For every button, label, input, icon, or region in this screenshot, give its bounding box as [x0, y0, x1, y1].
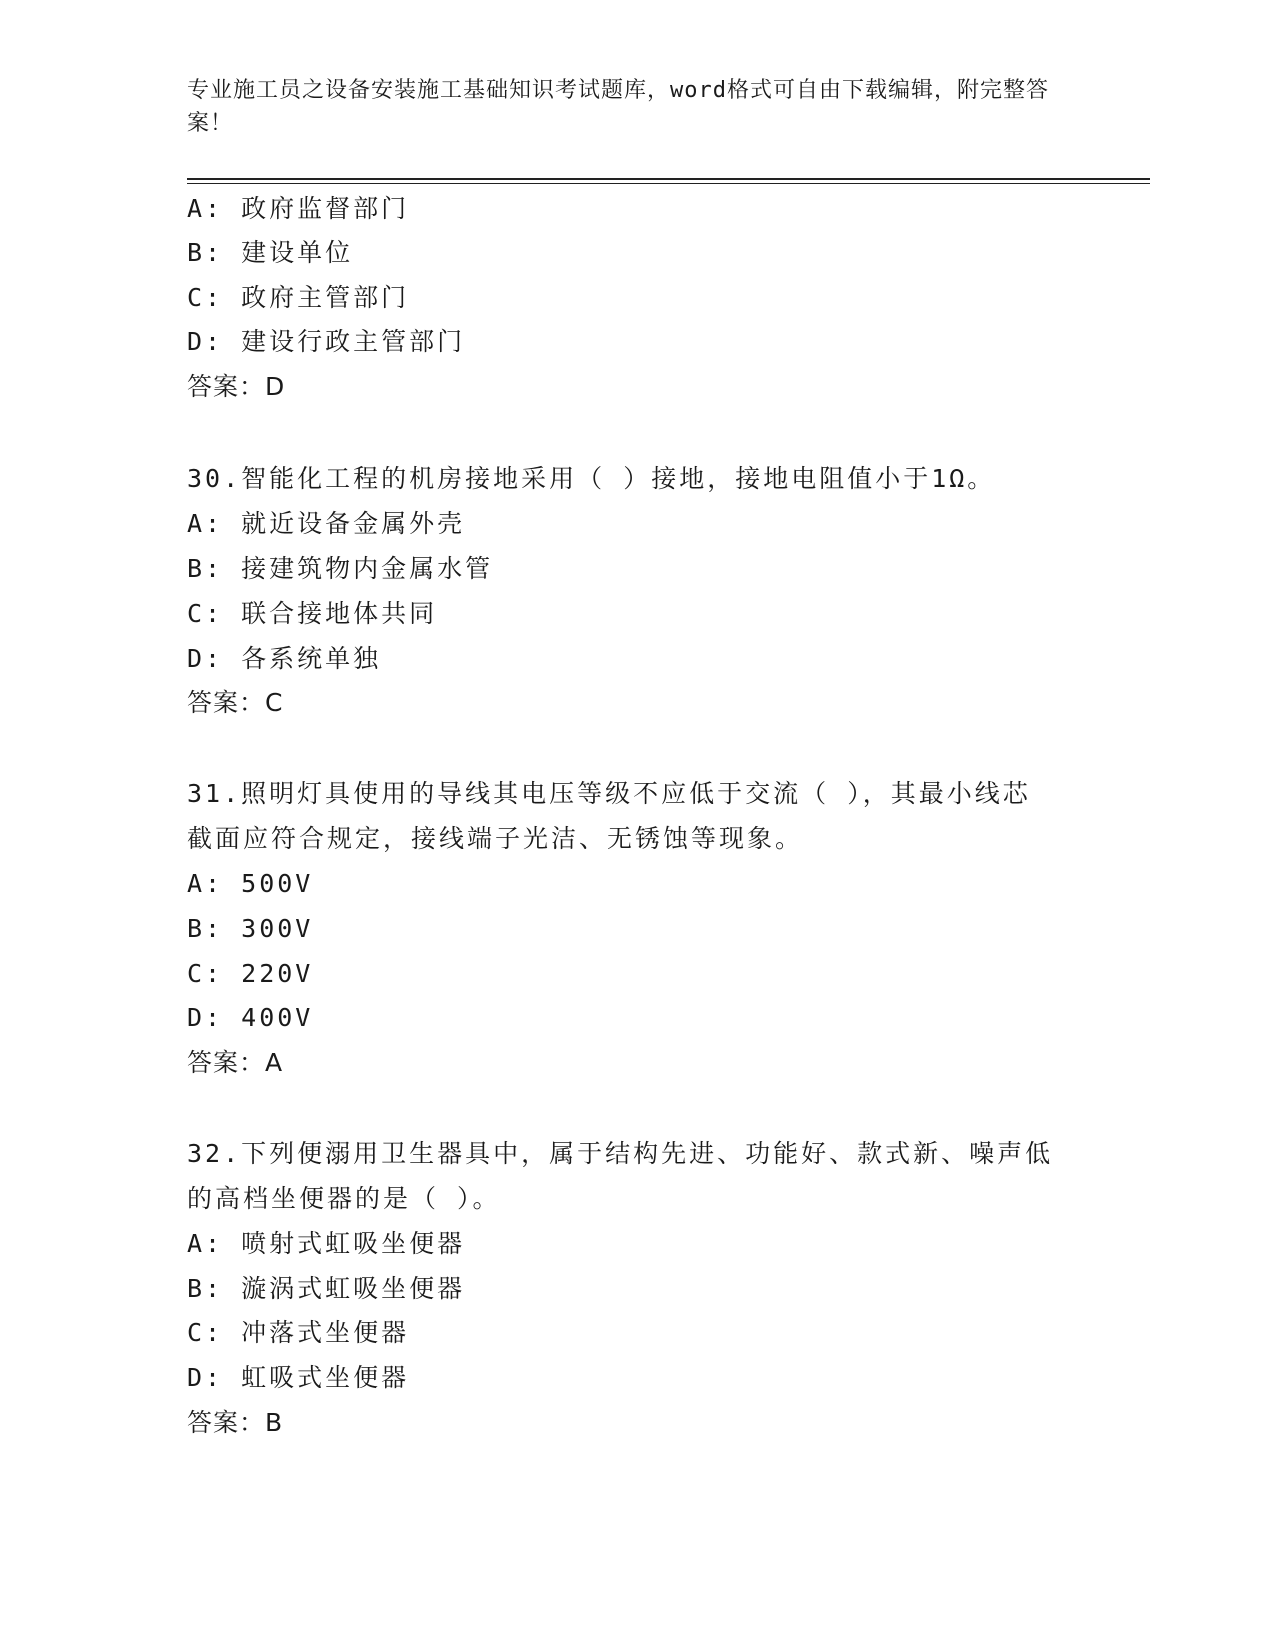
option-c: C: 冲落式坐便器 [187, 1318, 410, 1347]
option-d: D: 虹吸式坐便器 [187, 1363, 410, 1392]
option-a: A: 喷射式虹吸坐便器 [187, 1229, 466, 1258]
option-c: C: 220V [187, 959, 314, 988]
question-stem-line2: 截面应符合规定，接线端子光洁、无锈蚀等现象。 [187, 824, 804, 853]
option-b: B: 接建筑物内金属水管 [187, 554, 494, 583]
header-divider-top [187, 178, 1150, 180]
question-stem-line2: 的高档坐便器的是（ ）。 [187, 1184, 501, 1213]
answer: 答案：C [187, 688, 284, 717]
question-stem-line1: 31.照明灯具使用的导线其电压等级不应低于交流（ ），其最小线芯 [187, 779, 1031, 808]
header-divider-bottom [187, 183, 1150, 184]
question-stem-line1: 32.下列便溺用卫生器具中，属于结构先进、功能好、款式新、噪声低 [187, 1139, 1054, 1168]
option-a: A: 就近设备金属外壳 [187, 509, 466, 538]
option-c: C: 政府主管部门 [187, 283, 410, 312]
answer: 答案：B [187, 1408, 284, 1437]
option-b: B: 漩涡式虹吸坐便器 [187, 1274, 466, 1303]
option-d: D: 400V [187, 1003, 314, 1032]
option-d: D: 各系统单独 [187, 644, 382, 673]
option-a: A: 政府监督部门 [187, 194, 410, 223]
document-header: 专业施工员之设备安装施工基础知识考试题库，word格式可自由下载编辑，附完整答案！ [187, 78, 1049, 136]
option-b: B: 建设单位 [187, 238, 354, 267]
question-stem: 30.智能化工程的机房接地采用（ ）接地，接地电阻值小于1Ω。 [187, 464, 996, 493]
answer: 答案：D [187, 372, 286, 401]
answer: 答案：A [187, 1048, 284, 1077]
option-c: C: 联合接地体共同 [187, 599, 438, 628]
option-a: A: 500V [187, 869, 314, 898]
option-b: B: 300V [187, 914, 314, 943]
option-d: D: 建设行政主管部门 [187, 327, 466, 356]
